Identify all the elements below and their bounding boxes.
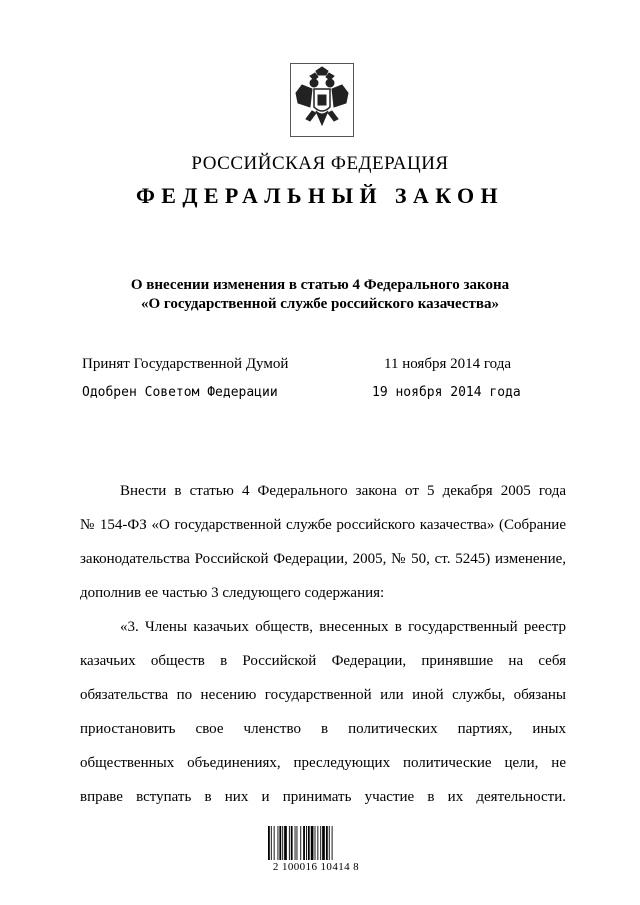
body-line: обязательства по несению государственной или иной службы, обязаны — [80, 687, 566, 703]
law-title-line: «О государственной службе российского казачества» — [140, 296, 500, 312]
law-title-line: О внесении изменения в статью 4 Федерального закона — [130, 277, 510, 293]
council-approval-label: Одобрен Советом Федерации — [82, 385, 278, 400]
body-line: приостановить свое членство в политических партиях, иных — [80, 721, 566, 737]
body-line: «3. Члены казачьих обществ, внесенных в государственный реестр — [120, 619, 566, 635]
body-line: казачьих обществ в Российской Федерации, принявшие на себя — [80, 653, 566, 669]
coat-of-arms-icon — [290, 63, 354, 137]
council-approval-date: 19 ноября 2014 года — [372, 385, 521, 400]
country-name: РОССИЙСКАЯ ФЕДЕРАЦИЯ — [191, 153, 449, 174]
barcode-icon — [266, 820, 366, 860]
barcode-number: 2 100016 10414 8 — [272, 861, 360, 873]
body-line: вправе вступать в них и принимать участие в их деятельности. — [80, 789, 566, 805]
document-type: ФЕДЕРАЛЬНЫЙ ЗАКОН — [135, 183, 505, 208]
body-line: № 154-ФЗ «О государственной службе российского казачества» (Собрание — [80, 517, 566, 533]
body-line: Внести в статью 4 Федерального закона от 5 декабря 2005 года — [120, 483, 566, 499]
body-line: законодательства Российской Федерации, 2005, № 50, ст. 5245) изменение, — [80, 551, 566, 567]
duma-adoption-label: Принят Государственной Думой — [82, 356, 289, 372]
body-line: общественных объединениях, преследующих политические цели, не — [80, 755, 566, 771]
body-line: дополнив ее частью 3 следующего содержания: — [80, 585, 385, 601]
duma-adoption-date: 11 ноября 2014 года — [384, 356, 512, 372]
law-title — [0, 276, 640, 314]
law-body — [80, 474, 566, 814]
